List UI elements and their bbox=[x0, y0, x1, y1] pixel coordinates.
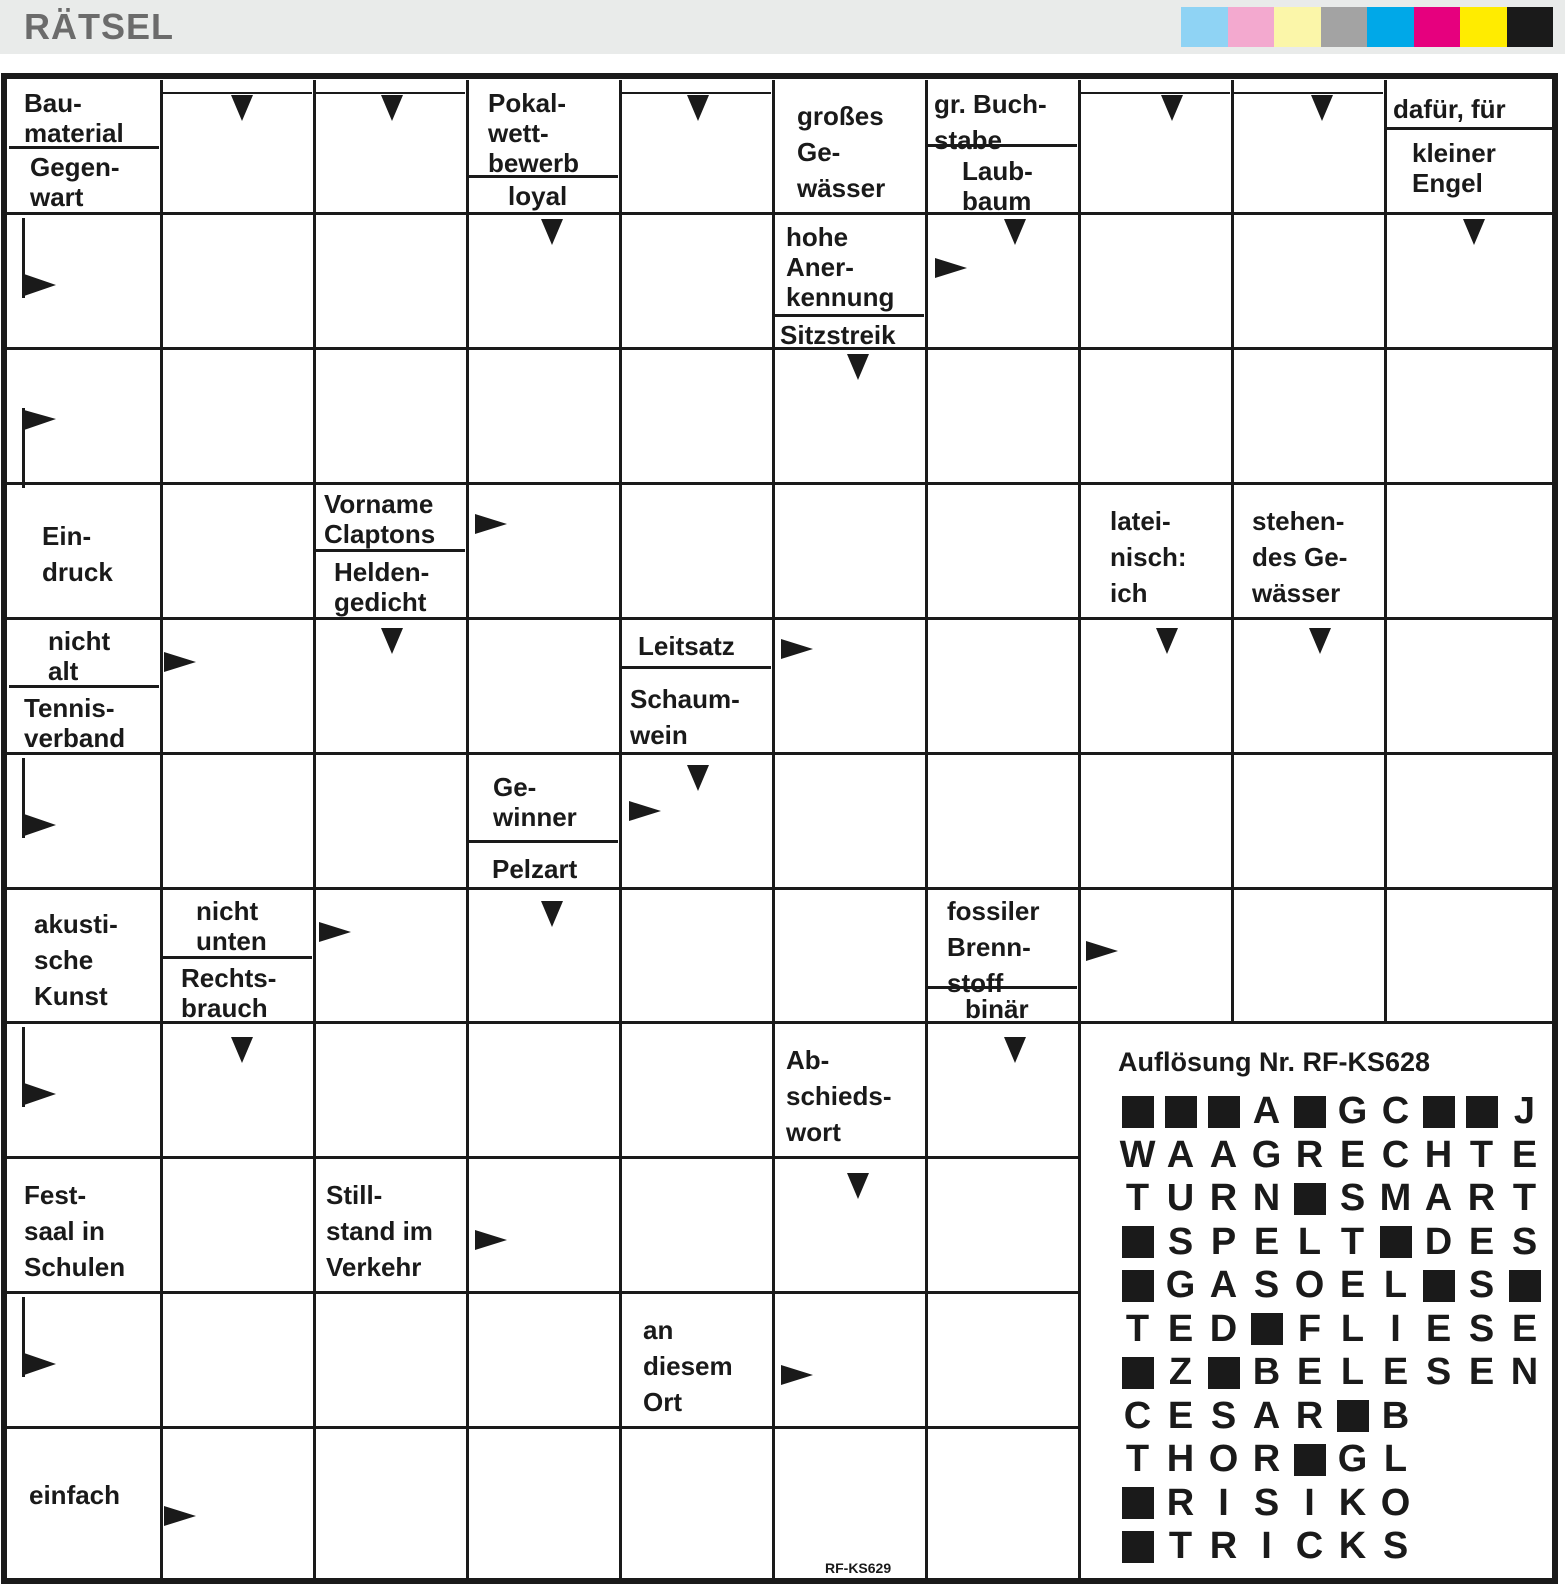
solution-letter: E bbox=[1468, 1220, 1495, 1263]
solution-letter: O bbox=[1208, 1438, 1239, 1481]
solution-letter: E bbox=[1296, 1351, 1323, 1394]
clue-text: Schaum- wein bbox=[630, 684, 740, 750]
solution-letter: C bbox=[1123, 1394, 1152, 1437]
solution-letter: T bbox=[1125, 1177, 1150, 1220]
solution-letter: A bbox=[1166, 1133, 1195, 1176]
solution-block bbox=[1374, 1221, 1417, 1265]
clue-text: Gegen- wart bbox=[30, 152, 120, 212]
clue-text: dafür, für bbox=[1393, 94, 1506, 124]
solution-block bbox=[1116, 1221, 1159, 1265]
clue-text: binär bbox=[965, 994, 1029, 1024]
solution-letter: L bbox=[1383, 1264, 1408, 1307]
arrow-down-icon bbox=[380, 94, 404, 122]
solution-block bbox=[1288, 1090, 1331, 1134]
arrow-down-icon bbox=[1155, 627, 1179, 655]
solution-letter: R bbox=[1166, 1481, 1195, 1524]
grid-line-vertical bbox=[313, 80, 316, 1581]
arrow-down-icon bbox=[686, 764, 710, 792]
grid-line-vertical bbox=[1231, 80, 1234, 1024]
color-swatch bbox=[1367, 7, 1414, 47]
clue-text: einfach bbox=[29, 1480, 121, 1510]
solution-letter: G bbox=[1337, 1090, 1368, 1133]
solution-letter: L bbox=[1383, 1438, 1408, 1481]
arrow-down-icon bbox=[540, 218, 564, 246]
solution-letter: A bbox=[1252, 1090, 1281, 1133]
solution-letter: G bbox=[1251, 1133, 1282, 1176]
cell-top-marker bbox=[1081, 92, 1230, 94]
solution-letter: S bbox=[1382, 1525, 1409, 1568]
solution-letter: G bbox=[1165, 1264, 1196, 1307]
solution-grid bbox=[1116, 1090, 1546, 1569]
arrow-down-icon bbox=[380, 627, 404, 655]
solution-row bbox=[1116, 1395, 1546, 1439]
solution-letter: O bbox=[1294, 1264, 1325, 1307]
grid-line-horizontal bbox=[7, 482, 1556, 485]
arrow-right-icon bbox=[318, 921, 352, 943]
clue-text: akusti- sche Kunst bbox=[34, 909, 118, 1011]
clue-text: Pelzart bbox=[492, 854, 578, 884]
color-swatch bbox=[1274, 7, 1321, 47]
solution-row bbox=[1116, 1177, 1546, 1221]
solution-letter: N bbox=[1252, 1177, 1281, 1220]
solution-block bbox=[1116, 1482, 1159, 1526]
clue-text: Still- stand im Verkehr bbox=[326, 1180, 433, 1282]
grid-line-horizontal bbox=[7, 1426, 1081, 1429]
clue-text: Rechts- brauch bbox=[181, 963, 277, 1023]
solution-block bbox=[1116, 1351, 1159, 1395]
solution-row bbox=[1116, 1134, 1546, 1178]
clue-text: Bau- material bbox=[24, 88, 124, 148]
solution-row bbox=[1116, 1090, 1546, 1134]
color-swatch bbox=[1414, 7, 1461, 47]
clue-text: Sitzstreik bbox=[780, 320, 896, 350]
solution-block bbox=[1245, 1308, 1288, 1352]
solution-letter: S bbox=[1468, 1307, 1495, 1350]
solution-letter: B bbox=[1252, 1351, 1281, 1394]
solution-row bbox=[1116, 1351, 1546, 1395]
grid-line-horizontal bbox=[7, 887, 1556, 890]
solution-letter: M bbox=[1379, 1177, 1412, 1220]
color-swatch bbox=[1321, 7, 1368, 47]
clue-divider bbox=[1387, 127, 1554, 130]
solution-letter: S bbox=[1511, 1220, 1538, 1263]
solution-letter: T bbox=[1469, 1133, 1494, 1176]
solution-letter: A bbox=[1252, 1394, 1281, 1437]
solution-letter: R bbox=[1209, 1525, 1238, 1568]
arrow-down-icon bbox=[1003, 218, 1027, 246]
clue-text: Tennis- verband bbox=[24, 693, 126, 753]
solution-letter: C bbox=[1381, 1133, 1410, 1176]
arrow-up-then-right-icon bbox=[22, 408, 58, 488]
solution-letter: E bbox=[1382, 1351, 1409, 1394]
clue-text: Leitsatz bbox=[638, 631, 735, 661]
solution-letter: O bbox=[1380, 1481, 1411, 1524]
clue-text: stehen- des Ge- wässer bbox=[1252, 506, 1348, 608]
solution-letter: S bbox=[1468, 1264, 1495, 1307]
solution-block bbox=[1116, 1525, 1159, 1569]
cell-top-marker bbox=[1234, 92, 1383, 94]
grid-line-horizontal bbox=[7, 617, 1556, 620]
color-swatch bbox=[1228, 7, 1275, 47]
arrow-down-then-right-icon bbox=[22, 218, 58, 298]
arrow-down-icon bbox=[846, 1172, 870, 1200]
solution-letter: R bbox=[1295, 1394, 1324, 1437]
clue-divider bbox=[316, 549, 465, 552]
clue-text: an diesem Ort bbox=[643, 1315, 733, 1417]
solution-letter: T bbox=[1125, 1307, 1150, 1350]
clue-text: Ab- schieds- wort bbox=[786, 1045, 892, 1147]
solution-letter: E bbox=[1167, 1394, 1194, 1437]
clue-text: Ge- winner bbox=[493, 772, 577, 832]
solution-letter: E bbox=[1339, 1133, 1366, 1176]
arrow-right-icon bbox=[628, 800, 662, 822]
clue-text: großes Ge- wässer bbox=[797, 101, 886, 203]
clue-divider bbox=[469, 840, 618, 843]
solution-letter: A bbox=[1209, 1264, 1238, 1307]
color-swatch bbox=[1507, 7, 1554, 47]
solution-letter: B bbox=[1381, 1394, 1410, 1437]
arrow-right-icon bbox=[934, 257, 968, 279]
grid-line-horizontal bbox=[7, 212, 1556, 215]
solution-letter: K bbox=[1338, 1525, 1367, 1568]
solution-letter: I bbox=[1261, 1525, 1272, 1568]
solution-letter: F bbox=[1297, 1307, 1322, 1350]
solution-letter: L bbox=[1340, 1351, 1365, 1394]
solution-letter: C bbox=[1295, 1525, 1324, 1568]
grid-line-horizontal bbox=[7, 1156, 1081, 1159]
solution-block bbox=[1116, 1264, 1159, 1308]
solution-letter: E bbox=[1425, 1307, 1452, 1350]
solution-letter: E bbox=[1339, 1264, 1366, 1307]
clue-text: nicht alt bbox=[48, 626, 111, 686]
color-calibration-bar bbox=[1181, 7, 1553, 47]
clue-text: Ein- druck bbox=[42, 521, 113, 587]
solution-row bbox=[1116, 1438, 1546, 1482]
grid-line-vertical bbox=[466, 80, 469, 1581]
grid-line-horizontal bbox=[7, 1291, 1081, 1294]
solution-row bbox=[1116, 1482, 1546, 1526]
arrow-right-icon bbox=[474, 513, 508, 535]
clue-text: gr. Buch- stabe bbox=[934, 89, 1047, 155]
arrow-right-icon bbox=[474, 1229, 508, 1251]
solution-row bbox=[1116, 1221, 1546, 1265]
solution-letter: S bbox=[1210, 1394, 1237, 1437]
arrow-down-icon bbox=[230, 94, 254, 122]
grid-line-vertical bbox=[925, 80, 928, 1581]
solution-block bbox=[1460, 1090, 1503, 1134]
solution-letter: I bbox=[1390, 1307, 1401, 1350]
solution-letter: L bbox=[1297, 1220, 1322, 1263]
solution-letter: C bbox=[1381, 1090, 1410, 1133]
solution-letter: A bbox=[1209, 1133, 1238, 1176]
clue-text: fossiler Brenn- stoff bbox=[947, 896, 1040, 998]
solution-letter: E bbox=[1253, 1220, 1280, 1263]
solution-letter: R bbox=[1209, 1177, 1238, 1220]
page-title: RÄTSEL bbox=[24, 6, 174, 47]
arrow-down-then-right-icon bbox=[22, 1297, 58, 1377]
solution-block bbox=[1503, 1264, 1546, 1308]
grid-line-vertical bbox=[619, 80, 622, 1581]
solution-row bbox=[1116, 1308, 1546, 1352]
grid-line-vertical bbox=[1078, 80, 1081, 1581]
arrow-down-icon bbox=[1160, 94, 1184, 122]
clue-text: hohe Aner- kennung bbox=[786, 222, 895, 312]
solution-letter: D bbox=[1424, 1220, 1453, 1263]
clue-text: Fest- saal in Schulen bbox=[24, 1180, 126, 1282]
clue-text: loyal bbox=[508, 181, 568, 211]
clue-text: Vorname Claptons bbox=[324, 489, 436, 549]
grid-line-vertical bbox=[772, 80, 775, 1581]
solution-letter: P bbox=[1210, 1220, 1237, 1263]
solution-letter: S bbox=[1425, 1351, 1452, 1394]
solution-letter: E bbox=[1511, 1133, 1538, 1176]
solution-letter: D bbox=[1209, 1307, 1238, 1350]
solution-block bbox=[1159, 1090, 1202, 1134]
solution-letter: E bbox=[1468, 1351, 1495, 1394]
solution-letter: W bbox=[1119, 1133, 1156, 1176]
solution-letter: U bbox=[1166, 1177, 1195, 1220]
solution-letter: S bbox=[1253, 1264, 1280, 1307]
clue-divider bbox=[163, 956, 312, 959]
solution-letter: T bbox=[1340, 1220, 1365, 1263]
solution-block bbox=[1417, 1264, 1460, 1308]
clue-divider bbox=[622, 666, 771, 669]
solution-letter: S bbox=[1339, 1177, 1366, 1220]
arrow-down-icon bbox=[846, 353, 870, 381]
solution-letter: H bbox=[1424, 1133, 1453, 1176]
arrow-down-icon bbox=[1308, 627, 1332, 655]
arrow-down-then-right-icon bbox=[22, 1027, 58, 1107]
arrow-down-icon bbox=[686, 94, 710, 122]
clue-text: Laub- baum bbox=[962, 156, 1033, 216]
solution-letter: T bbox=[1168, 1525, 1193, 1568]
arrow-down-then-right-icon bbox=[22, 758, 58, 838]
solution-letter: K bbox=[1338, 1481, 1367, 1524]
solution-block bbox=[1116, 1090, 1159, 1134]
solution-row bbox=[1116, 1264, 1546, 1308]
solution-letter: R bbox=[1295, 1133, 1324, 1176]
solution-letter: T bbox=[1125, 1438, 1150, 1481]
arrow-down-icon bbox=[1003, 1036, 1027, 1064]
arrow-down-icon bbox=[540, 900, 564, 928]
arrow-right-icon bbox=[163, 1505, 197, 1527]
solution-title: Auflösung Nr. RF-KS628 bbox=[1118, 1047, 1431, 1077]
solution-letter: E bbox=[1167, 1307, 1194, 1350]
solution-row bbox=[1116, 1525, 1546, 1569]
solution-letter: G bbox=[1337, 1438, 1368, 1481]
clue-divider bbox=[775, 314, 924, 317]
puzzle-code: RF-KS629 bbox=[825, 1560, 892, 1576]
arrow-right-icon bbox=[780, 1364, 814, 1386]
solution-letter: Z bbox=[1168, 1351, 1193, 1394]
arrow-down-icon bbox=[1462, 218, 1486, 246]
solution-letter: H bbox=[1166, 1438, 1195, 1481]
clue-text: Helden- gedicht bbox=[334, 557, 430, 617]
solution-letter: R bbox=[1467, 1177, 1496, 1220]
solution-letter: L bbox=[1340, 1307, 1365, 1350]
clue-text: Pokal- wett- bewerb bbox=[488, 88, 580, 178]
solution-letter: N bbox=[1510, 1351, 1539, 1394]
solution-letter: S bbox=[1167, 1220, 1194, 1263]
arrow-right-icon bbox=[163, 651, 197, 673]
color-swatch bbox=[1460, 7, 1507, 47]
solution-block bbox=[1417, 1090, 1460, 1134]
solution-block bbox=[1202, 1090, 1245, 1134]
solution-letter: T bbox=[1512, 1177, 1537, 1220]
arrow-down-icon bbox=[230, 1036, 254, 1064]
header-bar bbox=[0, 0, 1565, 54]
color-swatch bbox=[1181, 7, 1228, 47]
arrow-right-icon bbox=[780, 638, 814, 660]
clue-text: nicht unten bbox=[196, 896, 267, 956]
solution-letter: A bbox=[1424, 1177, 1453, 1220]
solution-letter: J bbox=[1513, 1090, 1536, 1133]
clue-text: kleiner Engel bbox=[1412, 138, 1496, 198]
solution-block bbox=[1202, 1351, 1245, 1395]
arrow-down-icon bbox=[1310, 94, 1334, 122]
clue-text: latei- nisch: ich bbox=[1110, 506, 1187, 608]
solution-block bbox=[1331, 1395, 1374, 1439]
solution-letter: S bbox=[1253, 1481, 1280, 1524]
solution-block bbox=[1288, 1177, 1331, 1221]
solution-letter: E bbox=[1511, 1307, 1538, 1350]
solution-block bbox=[1288, 1438, 1331, 1482]
grid-line-vertical bbox=[160, 80, 163, 1581]
solution-letter: R bbox=[1252, 1438, 1281, 1481]
solution-letter: I bbox=[1304, 1481, 1315, 1524]
grid-line-horizontal bbox=[7, 752, 1556, 755]
solution-letter: I bbox=[1218, 1481, 1229, 1524]
grid-line-vertical bbox=[1384, 80, 1387, 1024]
arrow-right-icon bbox=[1085, 940, 1119, 962]
